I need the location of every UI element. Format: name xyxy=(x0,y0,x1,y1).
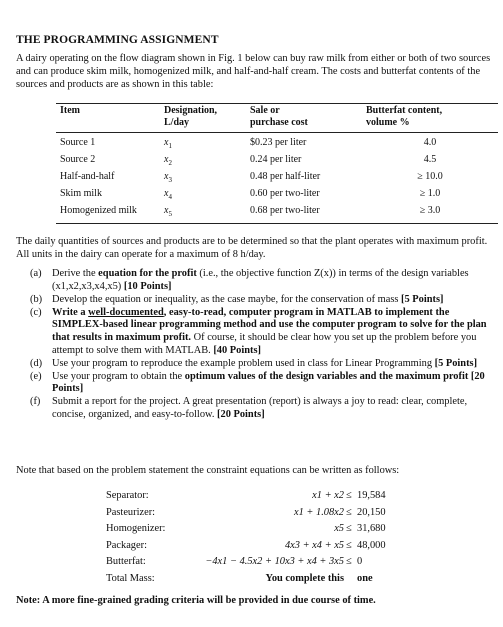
sources-products-table xyxy=(56,103,498,224)
task-text: [20 Points] xyxy=(217,409,265,421)
cell-designation: $x_1$ xyxy=(164,137,172,150)
task-label: (a) xyxy=(30,268,42,279)
constraint-operator: ≤ xyxy=(346,490,352,501)
constraint-lhs: 4x3 + x4 + x5 xyxy=(284,539,344,551)
table-row xyxy=(56,204,498,224)
cell-cost: $0.23 per liter xyxy=(250,137,307,148)
constraint-operator: ≤ xyxy=(346,506,352,518)
cell-butterfat: ≥ 1.0 xyxy=(419,188,441,199)
cell-designation: $x_2$ xyxy=(164,154,172,167)
cell-designation: $x_4$ xyxy=(164,188,172,201)
cell-cost: 0.48 per half-liter xyxy=(250,171,321,182)
table-row xyxy=(56,170,498,187)
constraint-name: Homogenizer: xyxy=(106,523,166,534)
task-text: [40 Points] xyxy=(213,344,261,356)
task-label: (d) xyxy=(30,357,43,369)
intro-paragraph: A dairy operating on the flow diagram shown in Fig. 1 below can buy raw milk from either or both of two sources and can produce skim milk, homogenized milk, and half-and-half cream. The costs and butterfat contents of the sources and products are as shown in this table: xyxy=(16,53,491,90)
cell-cost: 0.68 per two-liter xyxy=(246,204,362,224)
table-row xyxy=(56,187,498,204)
constraint-rhs: one xyxy=(357,572,373,584)
constraint-row xyxy=(106,540,406,557)
task-text: , easy-to-read, computer program in MATLAB to implement the SIMPLEX-based linear programming method and use the computer program to solve for the plan that results in maximum profit. xyxy=(52,306,487,343)
col-cost-header xyxy=(246,104,362,133)
task-text: Use your program to obtain the xyxy=(52,370,185,382)
constraint-row xyxy=(106,573,406,590)
cell-designation: $x_3$ xyxy=(164,171,172,184)
constraint-rhs: 0 xyxy=(357,556,363,567)
task-text: Derive the xyxy=(52,268,99,279)
cell-butterfat: 4.5 xyxy=(423,154,437,165)
task-text: equation for the profit xyxy=(98,268,197,279)
butterfat-header-text: Butterfat content, volume % xyxy=(366,105,443,128)
constraint-name: Separator: xyxy=(106,490,149,501)
task-text: Develop the equation or inequality, as the case maybe, for the conservation of mass xyxy=(52,293,402,305)
task-item xyxy=(30,307,492,357)
constraint-name: Packager: xyxy=(106,539,147,551)
task-list xyxy=(30,268,492,422)
constraint-name: Butterfat: xyxy=(106,556,146,567)
task-label: (b) xyxy=(30,293,43,305)
constraint-rhs: 31,680 xyxy=(357,523,386,534)
col-butterfat-header xyxy=(362,104,498,133)
constraint-lhs: x1 + 1.08x2 xyxy=(293,506,344,518)
constraint-row xyxy=(106,523,406,540)
cell-item: Homogenized milk xyxy=(56,204,160,224)
constraint-row xyxy=(106,556,406,573)
task-item xyxy=(30,396,492,421)
constraint-rhs: 48,000 xyxy=(357,539,386,551)
constraint-equations xyxy=(106,490,406,589)
task-text: optimum values of the design variables and the maximum profit [20 Points] xyxy=(52,370,485,395)
task-text: well-documented xyxy=(88,306,164,318)
page-title: THE PROGRAMMING ASSIGNMENT xyxy=(16,34,219,46)
constraint-row xyxy=(106,490,406,507)
table-row xyxy=(56,153,498,170)
cell-cost: 0.24 per liter xyxy=(250,154,302,165)
grading-note: Note: A more fine-grained grading criteria will be provided in due course of time. xyxy=(16,595,376,606)
task-text: Of course, it should be clear how you set up the problem before you attempt to solve them with MATLAB. xyxy=(52,331,477,356)
task-text: Use your program to reproduce the example problem used in class for Linear Programming xyxy=(52,357,435,369)
task-text: [5 Points] xyxy=(434,357,478,369)
cell-cost: 0.60 per two-liter xyxy=(250,188,320,199)
cost-header-text: Sale or purchase cost xyxy=(250,105,308,128)
col-item-header: Item xyxy=(56,104,160,133)
constraint-lhs: x5 xyxy=(334,523,344,534)
constraint-name: Total Mass: xyxy=(106,572,155,584)
task-text: Write a xyxy=(52,306,89,318)
constraint-rhs: 20,150 xyxy=(357,506,386,518)
constraint-rhs: 19,584 xyxy=(357,490,386,501)
col-designation-header xyxy=(160,104,246,133)
cell-item: Source 1 xyxy=(60,137,96,148)
task-item xyxy=(30,358,492,371)
cell-butterfat: 4.0 xyxy=(423,137,437,148)
task-item xyxy=(30,371,492,396)
constraints-note: Note that based on the problem statement the constraint equations can be written as follows: xyxy=(16,465,400,476)
task-label: (c) xyxy=(30,306,42,318)
constraint-lhs: You complete this xyxy=(265,572,344,584)
designation-header-text: Designation, L/day xyxy=(164,105,218,128)
constraint-row xyxy=(106,507,406,524)
task-item xyxy=(30,294,492,307)
constraint-operator: ≤ xyxy=(346,556,352,567)
cell-butterfat: ≥ 10.0 xyxy=(417,171,443,182)
task-text: [5 Points] xyxy=(401,293,444,305)
constraint-name: Pasteurizer: xyxy=(106,506,156,518)
operations-paragraph: The daily quantities of sources and products are to be determined so that the plant operates with maximum profit. All units in the dairy can operate for a maximum of 8 h/day. xyxy=(16,236,488,260)
constraint-operator: ≤ xyxy=(346,523,352,534)
task-label: (e) xyxy=(30,370,42,382)
cell-item: Skim milk xyxy=(60,188,102,199)
cell-designation: $x_5$ xyxy=(160,204,246,224)
constraint-lhs: x1 + x2 xyxy=(312,490,344,501)
table-header-row xyxy=(56,104,498,133)
task-text: [10 Points] xyxy=(123,280,172,292)
task-text: (i.e., the objective function Z(x)) in terms of the design variables (x1,x2,x3,x4,x5) xyxy=(52,268,469,292)
cell-item: Half-and-half xyxy=(60,171,115,182)
constraint-operator: ≤ xyxy=(346,539,352,551)
cell-item: Source 2 xyxy=(60,154,96,165)
table-row xyxy=(56,133,498,154)
constraint-lhs: −4x1 − 4.5x2 + 10x3 + x4 + 3x5 xyxy=(205,556,344,567)
cell-butterfat: ≥ 3.0 xyxy=(362,204,498,224)
task-item xyxy=(30,268,492,293)
task-text: Submit a report for the project. A great presentation (report) is always a joy to read: clear, complete, concise, organized, and easy-to-follow. xyxy=(52,396,468,421)
task-label: (f) xyxy=(30,396,41,408)
